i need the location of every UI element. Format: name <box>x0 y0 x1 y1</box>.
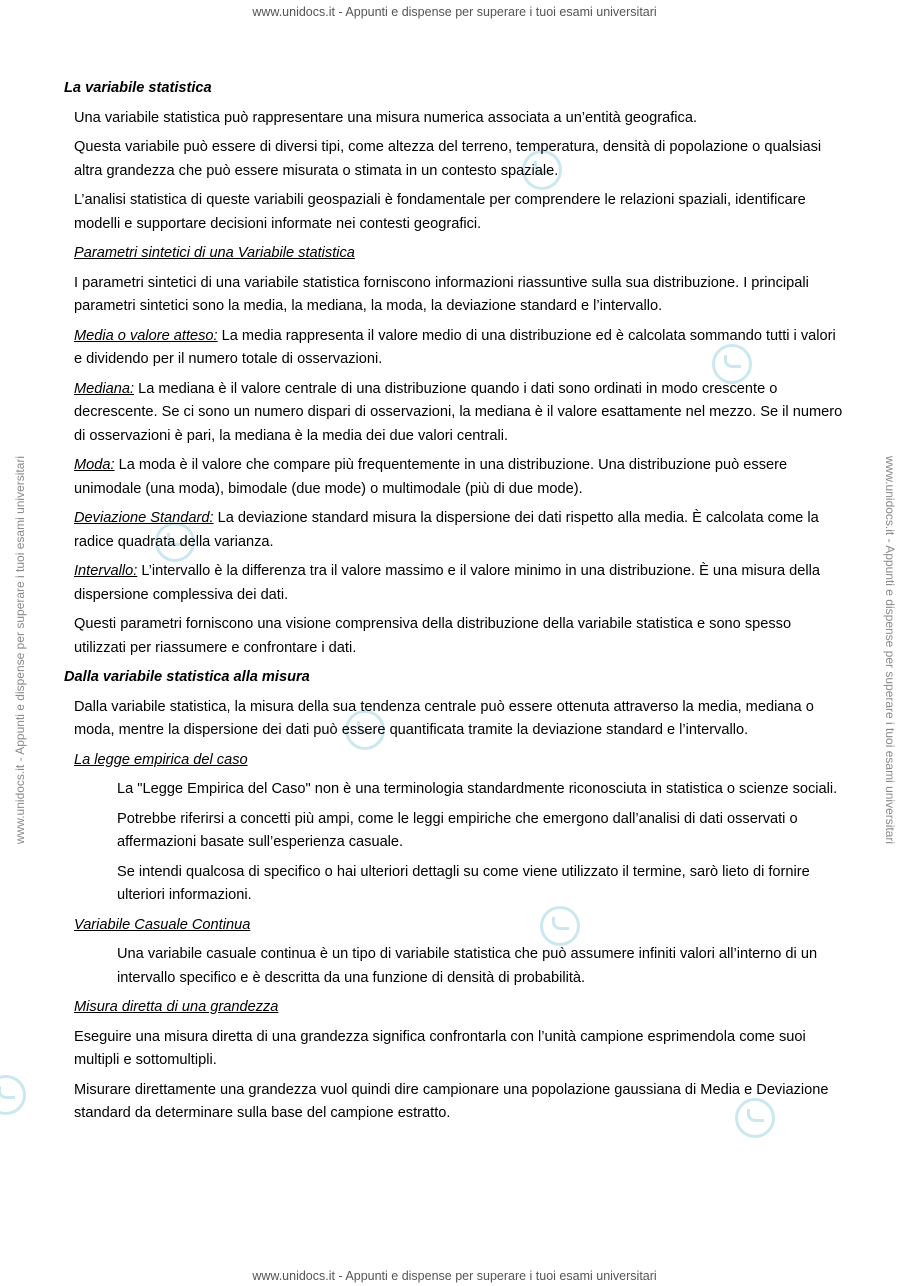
section-title: Dalla variabile statistica alla misura <box>64 669 310 685</box>
term-text: L’intervallo è la differenza tra il valore massimo e il valore minimo in una distribuzione. È una misura della dispersione complessiva dei dati. <box>74 563 821 603</box>
document-body <box>64 77 844 1132</box>
term-text: La media rappresenta il valore medio di una distribuzione ed è calcolata sommando tutti i valori e dividendo per il numero totale di osservazioni. <box>74 327 836 367</box>
subsection-title: Variabile Casuale Continua <box>74 916 251 933</box>
subsection-title: Misura diretta di una grandezza <box>74 999 279 1015</box>
term-label: Media o valore atteso: <box>74 327 218 344</box>
paragraph: I parametri sintetici di una variabile statistica forniscono informazioni riassuntive sulla sua distribuzione. I principali parametri sintetici sono la media, la mediana, la moda, la deviazione standard e l’intervallo. <box>74 274 809 314</box>
watermark-left: www.unidocs.it - Appunti e dispense per superare i tuoi esami universitari <box>13 455 27 845</box>
term-text: La deviazione standard misura la dispersione dei dati rispetto alla media. È calcolata come la radice quadrata della varianza. <box>74 510 819 550</box>
paragraph: Misurare direttamente una grandezza vuol quindi dire campionare una popolazione gaussiana di Media e Deviazione standard da determinare sulla base del campione estratto. <box>74 1081 829 1121</box>
paragraph: Eseguire una misura diretta di una grandezza significa confrontarla con l’unità campione esprimendola come suoi multipli e sottomultipli. <box>74 1028 806 1068</box>
definition-media <box>74 325 844 372</box>
term-label: Deviazione Standard: <box>74 510 214 526</box>
paragraph: Questa variabile può essere di diversi tipi, come altezza del terreno, temperatura, densità di popolazione o qualsiasi altra grandezza che può essere misurata o stimata in un contesto spaziale. <box>74 139 822 179</box>
term-label: Mediana: <box>74 380 135 397</box>
definition-mediana <box>74 378 844 449</box>
paragraph: Questi parametri forniscono una visione comprensiva della distribuzione della variabile statistica e sono spesso utilizzati per riassumere e confrontare i dati. <box>74 616 792 656</box>
paragraph: Dalla variabile statistica, la misura della sua tendenza centrale può essere ottenuta attraverso la media, mediana o moda, mentre la dispersione dei dati può essere quantificata tramite la deviazione standard e l’intervallo. <box>74 698 814 738</box>
term-label: Moda: <box>74 457 115 473</box>
indented-paragraph: Se intendi qualcosa di specifico o hai ulteriori dettagli su come viene utilizzato il termine, sarò lieto di fornire ulteriori informazioni. <box>117 863 810 903</box>
indented-paragraph: Potrebbe riferirsi a concetti più ampi, come le leggi empiriche che emergono dall’analisi di dati osservati o affermazioni basate sull’esperienza casuale. <box>117 810 798 850</box>
term-text: La mediana è il valore centrale di una distribuzione quando i dati sono ordinati in modo crescente o decrescente. Se ci sono un numero dispari di osservazioni, la mediana è il valore esattamente nel mezzo. Se il numero di osservazioni è pari, la mediana è la media dei due valori centrali. <box>74 380 843 444</box>
watermark-logo-icon <box>0 1075 26 1115</box>
definition-moda <box>74 454 844 501</box>
term-label: Intervallo: <box>74 563 138 579</box>
definition-deviazione <box>74 507 844 554</box>
paragraph: L’analisi statistica di queste variabili geospaziali è fondamentale per comprendere le relazioni spaziali, identificare modelli e supportare decisioni informate nei contesti geografici. <box>74 192 806 232</box>
watermark-header: www.unidocs.it - Appunti e dispense per superare i tuoi esami universitari <box>252 5 657 19</box>
watermark-footer: www.unidocs.it - Appunti e dispense per superare i tuoi esami universitari <box>252 1269 657 1283</box>
indented-paragraph: Una variabile casuale continua è un tipo di variabile statistica che può assumere infiniti valori all’interno di un intervallo specifico e è descritta da una funzione di densità di probabilità. <box>117 946 818 986</box>
section-title: La variabile statistica <box>64 80 212 96</box>
paragraph: Una variabile statistica può rappresentare una misura numerica associata a un’entità geografica. <box>74 109 698 126</box>
definition-intervallo <box>74 560 844 607</box>
term-text: La moda è il valore che compare più frequentemente in una distribuzione. Una distribuzione può essere unimodale (una moda), bimodale (due mode) o multimodale (più di due mode). <box>74 457 788 497</box>
subsection-title: La legge empirica del caso <box>74 751 248 768</box>
subsection-title: Parametri sintetici di una Variabile statistica <box>74 245 355 261</box>
indented-paragraph: La "Legge Empirica del Caso" non è una terminologia standardmente riconosciuta in statistica o scienze sociali. <box>117 781 838 797</box>
watermark-right: www.unidocs.it - Appunti e dispense per superare i tuoi esami universitari <box>883 455 897 845</box>
